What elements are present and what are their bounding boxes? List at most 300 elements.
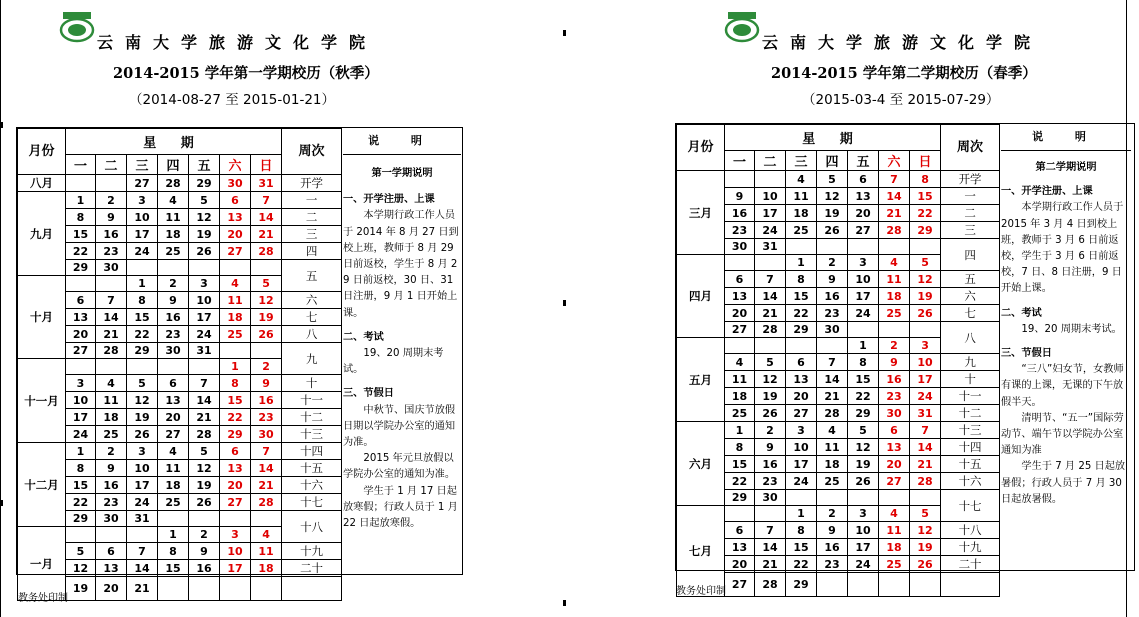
day-cell: 12 (817, 188, 848, 205)
week-number-cell: 十四 (941, 439, 1000, 456)
weekday-header: 一 (725, 151, 755, 171)
day-cell: 11 (96, 392, 127, 409)
empty-day-cell (66, 527, 96, 543)
day-cell: 9 (725, 188, 755, 205)
day-cell: 26 (848, 473, 879, 490)
day-cell: 30 (755, 490, 786, 506)
day-cell: 2 (96, 443, 127, 460)
day-cell: 12 (127, 392, 158, 409)
empty-day-cell (96, 276, 127, 292)
notes-header: 说 明 (368, 134, 436, 147)
day-cell: 18 (96, 409, 127, 426)
day-cell: 5 (910, 255, 941, 271)
notes-section-exams: 二、考试 (343, 331, 384, 343)
weekday-header: 日 (251, 155, 282, 175)
day-cell: 24 (786, 473, 817, 490)
day-cell: 3 (910, 338, 941, 354)
notes-registration-text: 本学期行政工作人员于 2015 年 3 月 4 日到校上班，教师于 3 月 6 日前返校，学生于 3 月 6 日前返校，7 日、8 日注册，9 日开始上课。 (1001, 202, 1124, 295)
week-number-cell: 十六 (941, 473, 1000, 490)
day-cell: 17 (755, 205, 786, 222)
day-cell: 1 (127, 276, 158, 292)
day-cell: 2 (189, 527, 220, 543)
week-number-column-header: 周次 (941, 125, 1000, 171)
day-cell: 14 (251, 209, 282, 226)
day-cell: 28 (755, 573, 786, 597)
day-cell: 9 (96, 209, 127, 226)
page-marker (0, 500, 3, 506)
week-number-cell: 十八 (282, 511, 342, 543)
day-cell: 19 (817, 205, 848, 222)
month-label: 十一月 (18, 359, 66, 443)
day-cell: 16 (817, 288, 848, 305)
date-range: （2014-08-27 至 2015-01-21） (129, 92, 335, 108)
notes-holidays-text-1: “三八”妇女节，女教师有课的上课，无课的下午放假半天。 (1001, 364, 1124, 408)
day-cell: 25 (725, 405, 755, 422)
week-number-cell: 十 (941, 371, 1000, 388)
day-cell: 10 (848, 522, 879, 539)
day-cell: 31 (189, 343, 220, 359)
day-cell: 23 (755, 473, 786, 490)
notes-holidays-text-3: 学生于 1 月 17 日起放寒假；行政人员于 1 月 22 日起放寒假。 (343, 485, 458, 530)
empty-day-cell (158, 359, 189, 375)
day-cell: 15 (910, 188, 941, 205)
day-cell: 22 (848, 388, 879, 405)
day-cell: 16 (158, 309, 189, 326)
calendar-week-row (18, 326, 342, 343)
calendar-week-row (677, 439, 1000, 456)
day-cell: 4 (158, 443, 189, 460)
calendar-week-row (677, 239, 1000, 255)
day-cell: 6 (848, 171, 879, 188)
day-cell: 31 (127, 511, 158, 527)
day-cell: 19 (848, 456, 879, 473)
calendar-week-row (677, 171, 1000, 188)
week-number-cell: 十七 (282, 494, 342, 511)
month-label: 七月 (677, 506, 725, 597)
weekday-header: 五 (848, 151, 879, 171)
day-cell: 6 (879, 422, 910, 439)
day-cell: 31 (251, 175, 282, 192)
empty-day-cell (189, 359, 220, 375)
calendar-week-row (18, 443, 342, 460)
month-label: 六月 (677, 422, 725, 506)
day-cell: 9 (251, 375, 282, 392)
day-cell: 16 (725, 205, 755, 222)
calendar-week-row (677, 322, 1000, 338)
day-cell: 4 (96, 375, 127, 392)
empty-day-cell (879, 490, 910, 506)
day-cell: 18 (879, 539, 910, 556)
day-cell: 27 (220, 243, 251, 260)
day-cell: 17 (848, 288, 879, 305)
empty-day-cell (755, 171, 786, 188)
week-number-cell: 二 (941, 205, 1000, 222)
day-cell: 22 (910, 205, 941, 222)
day-cell: 21 (251, 477, 282, 494)
day-cell: 12 (251, 292, 282, 309)
day-cell: 23 (158, 326, 189, 343)
day-cell: 26 (817, 222, 848, 239)
week-number-cell: 二十 (941, 556, 1000, 573)
day-cell: 18 (158, 226, 189, 243)
empty-day-cell (96, 359, 127, 375)
week-number-cell: 开学 (941, 171, 1000, 188)
university-name: 云南大学旅游文化学院 (97, 33, 378, 52)
day-cell: 3 (127, 192, 158, 209)
day-cell: 24 (127, 494, 158, 511)
notes-section-exams: 二、考试 (1001, 307, 1042, 319)
day-cell: 6 (220, 443, 251, 460)
day-cell: 9 (189, 543, 220, 560)
empty-day-cell (251, 343, 282, 359)
empty-day-cell (817, 338, 848, 354)
calendar-week-row (18, 375, 342, 392)
weekday-header: 三 (127, 155, 158, 175)
calendar-week-row (677, 288, 1000, 305)
day-cell: 14 (879, 188, 910, 205)
day-cell: 14 (189, 392, 220, 409)
calendar-week-row (18, 226, 342, 243)
day-cell: 17 (910, 371, 941, 388)
empty-day-cell (725, 171, 755, 188)
day-cell: 20 (725, 305, 755, 322)
notes-section-registration: 一、开学注册、上课 (343, 194, 435, 206)
calendar-week-row (18, 543, 342, 560)
empty-day-cell (66, 276, 96, 292)
day-cell: 29 (220, 426, 251, 443)
day-cell: 21 (755, 305, 786, 322)
empty-day-cell (879, 322, 910, 338)
day-cell: 13 (220, 209, 251, 226)
semester-title: 2014-2015 学年第二学期校历（春季） (771, 65, 1037, 82)
day-cell: 8 (725, 439, 755, 456)
empty-day-cell (848, 573, 879, 597)
day-cell: 7 (127, 543, 158, 560)
notes-section-holidays: 三、节假日 (1001, 348, 1052, 360)
day-cell: 7 (910, 422, 941, 439)
week-number-cell: 十三 (282, 426, 342, 443)
date-range: （2015-03-4 至 2015-07-29） (802, 92, 1000, 108)
day-cell: 25 (879, 556, 910, 573)
day-cell: 1 (220, 359, 251, 375)
notes-registration-text: 本学期行政工作人员于 2014 年 8 月 27 日到校上班，教师于 8 月 29 日前返校，学生于 8 月 29 日前返校，30 日、31 日注册，9 月 1 日开始上课。 (343, 210, 459, 319)
university-name: 云南大学旅游文化学院 (762, 33, 1043, 52)
empty-day-cell (879, 239, 910, 255)
empty-day-cell (220, 511, 251, 527)
calendar-week-row (18, 243, 342, 260)
day-cell: 8 (66, 209, 96, 226)
day-cell: 14 (96, 309, 127, 326)
empty-day-cell (189, 260, 220, 276)
calendar-week-row (18, 309, 342, 326)
day-cell: 21 (879, 205, 910, 222)
week-number-cell: 五 (941, 271, 1000, 288)
day-cell: 27 (848, 222, 879, 239)
weekday-header: 三 (786, 151, 817, 171)
day-cell: 18 (879, 288, 910, 305)
day-cell: 14 (755, 288, 786, 305)
notes-section-registration: 一、开学注册、上课 (1001, 186, 1093, 198)
day-cell: 20 (725, 556, 755, 573)
empty-day-cell (786, 239, 817, 255)
day-cell: 17 (220, 560, 251, 577)
empty-day-cell (251, 577, 282, 601)
day-cell: 9 (96, 460, 127, 477)
week-number-cell (941, 573, 1000, 597)
footer-printer: 教务处印制 (18, 593, 68, 604)
week-number-cell: 十三 (941, 422, 1000, 439)
day-cell: 3 (848, 255, 879, 271)
calendar-week-row (18, 175, 342, 192)
day-cell: 14 (755, 539, 786, 556)
week-number-cell: 三 (941, 222, 1000, 239)
day-cell: 27 (158, 426, 189, 443)
week-number-cell: 开学 (282, 175, 342, 192)
day-cell: 29 (189, 175, 220, 192)
day-cell: 5 (755, 354, 786, 371)
day-cell: 24 (127, 243, 158, 260)
empty-day-cell (725, 338, 755, 354)
day-cell: 29 (848, 405, 879, 422)
day-cell: 5 (66, 543, 96, 560)
calendar-week-row (677, 539, 1000, 556)
day-cell: 26 (910, 305, 941, 322)
week-number-cell: 一 (282, 192, 342, 209)
empty-day-cell (910, 239, 941, 255)
day-cell: 29 (786, 573, 817, 597)
day-cell: 22 (725, 473, 755, 490)
day-cell: 12 (189, 460, 220, 477)
day-cell: 23 (817, 305, 848, 322)
day-cell: 20 (220, 226, 251, 243)
day-cell: 29 (66, 260, 96, 276)
day-cell: 28 (158, 175, 189, 192)
day-cell: 20 (158, 409, 189, 426)
week-number-cell: 十四 (282, 443, 342, 460)
notes-holidays-text-2: 清明节、“五一”国际劳动节、端午节以学院办公室通知为准 (1001, 412, 1124, 457)
day-cell: 19 (127, 409, 158, 426)
day-cell: 22 (66, 243, 96, 260)
day-cell: 16 (96, 226, 127, 243)
day-cell: 15 (66, 477, 96, 494)
week-number-cell: 十二 (941, 405, 1000, 422)
day-cell: 1 (786, 255, 817, 271)
day-cell: 17 (848, 539, 879, 556)
day-cell: 30 (879, 405, 910, 422)
day-cell: 26 (189, 243, 220, 260)
day-cell: 20 (786, 388, 817, 405)
day-cell: 17 (189, 309, 220, 326)
day-cell: 25 (158, 494, 189, 511)
day-cell: 8 (786, 522, 817, 539)
day-cell: 28 (879, 222, 910, 239)
day-cell: 10 (189, 292, 220, 309)
page-marker (563, 30, 566, 36)
notes-header: 说 明 (1032, 130, 1100, 143)
day-cell: 4 (251, 527, 282, 543)
month-label: 十二月 (18, 443, 66, 527)
day-cell: 10 (755, 188, 786, 205)
day-cell: 10 (786, 439, 817, 456)
day-cell: 28 (189, 426, 220, 443)
calendar-week-row (677, 188, 1000, 205)
week-number-cell: 八 (941, 322, 1000, 354)
day-cell: 9 (158, 292, 189, 309)
weekday-header: 四 (817, 151, 848, 171)
empty-day-cell (158, 511, 189, 527)
empty-day-cell (251, 511, 282, 527)
day-cell: 24 (755, 222, 786, 239)
calendar-week-row (18, 426, 342, 443)
day-cell: 29 (786, 322, 817, 338)
day-cell: 10 (127, 460, 158, 477)
day-cell: 28 (817, 405, 848, 422)
empty-day-cell (220, 577, 251, 601)
day-cell: 31 (755, 239, 786, 255)
month-label: 四月 (677, 255, 725, 338)
week-number-cell: 二 (282, 209, 342, 226)
calendar-week-row (18, 477, 342, 494)
day-cell: 17 (127, 477, 158, 494)
day-cell: 6 (158, 375, 189, 392)
day-cell: 11 (251, 543, 282, 560)
day-cell: 26 (755, 405, 786, 422)
day-cell: 23 (879, 388, 910, 405)
notes-column (343, 128, 461, 532)
day-cell: 13 (879, 439, 910, 456)
calendar-week-row (18, 409, 342, 426)
page-marker (0, 122, 3, 128)
week-number-cell: 十九 (941, 539, 1000, 556)
calendar-week-row (677, 205, 1000, 222)
weekday-header: 六 (220, 155, 251, 175)
day-cell: 11 (220, 292, 251, 309)
day-cell: 23 (96, 494, 127, 511)
empty-day-cell (96, 527, 127, 543)
day-cell: 3 (848, 506, 879, 522)
day-cell: 5 (189, 192, 220, 209)
day-cell: 8 (786, 271, 817, 288)
day-cell: 16 (817, 539, 848, 556)
empty-day-cell (848, 490, 879, 506)
weekdays-header: 星 期 (725, 125, 941, 151)
day-cell: 4 (158, 192, 189, 209)
day-cell: 29 (725, 490, 755, 506)
day-cell: 14 (910, 439, 941, 456)
day-cell: 15 (786, 539, 817, 556)
day-cell: 5 (817, 171, 848, 188)
day-cell: 29 (127, 343, 158, 359)
semester-title: 2014-2015 学年第一学期校历（秋季） (113, 65, 379, 82)
day-cell: 24 (66, 426, 96, 443)
week-number-cell: 十一 (941, 388, 1000, 405)
day-cell: 3 (127, 443, 158, 460)
day-cell: 25 (96, 426, 127, 443)
calendar-week-row (18, 260, 342, 276)
empty-day-cell (910, 322, 941, 338)
day-cell: 2 (251, 359, 282, 375)
notes-title: 第二学期说明 (1035, 162, 1097, 173)
calendar-week-row (677, 305, 1000, 322)
week-number-cell: 十九 (282, 543, 342, 560)
day-cell: 5 (848, 422, 879, 439)
weekday-header: 日 (910, 151, 941, 171)
calendar-week-row (18, 494, 342, 511)
day-cell: 20 (96, 577, 127, 601)
calendar-week-row (677, 456, 1000, 473)
day-cell: 18 (220, 309, 251, 326)
calendar-table (16, 127, 463, 595)
day-cell: 18 (725, 388, 755, 405)
calendar-week-row (677, 490, 1000, 506)
notes-column (1001, 124, 1131, 508)
month-label: 三月 (677, 171, 725, 255)
week-number-cell: 七 (941, 305, 1000, 322)
empty-day-cell (158, 260, 189, 276)
empty-day-cell (725, 506, 755, 522)
day-cell: 4 (220, 276, 251, 292)
day-cell: 13 (220, 460, 251, 477)
day-cell: 27 (66, 343, 96, 359)
day-cell: 12 (755, 371, 786, 388)
weekday-header: 六 (879, 151, 910, 171)
empty-day-cell (755, 338, 786, 354)
day-cell: 13 (725, 288, 755, 305)
day-cell: 24 (910, 388, 941, 405)
empty-day-cell (755, 255, 786, 271)
day-cell: 2 (158, 276, 189, 292)
day-cell: 4 (879, 506, 910, 522)
day-cell: 25 (817, 473, 848, 490)
day-cell: 20 (220, 477, 251, 494)
day-cell: 10 (127, 209, 158, 226)
day-cell: 16 (879, 371, 910, 388)
weekday-header: 一 (66, 155, 96, 175)
day-cell: 21 (755, 556, 786, 573)
day-cell: 7 (251, 443, 282, 460)
day-cell: 10 (910, 354, 941, 371)
day-cell: 25 (879, 305, 910, 322)
day-cell: 12 (910, 271, 941, 288)
day-cell: 8 (220, 375, 251, 392)
week-number-cell: 二十 (282, 560, 342, 577)
weekday-header: 五 (189, 155, 220, 175)
calendar-week-row (18, 292, 342, 309)
footer-printer: 教务处印制 (676, 586, 726, 597)
day-cell: 17 (66, 409, 96, 426)
calendar-table (675, 123, 1135, 591)
day-cell: 1 (158, 527, 189, 543)
day-cell: 13 (848, 188, 879, 205)
calendar-week-row (677, 222, 1000, 239)
calendar-week-row (18, 192, 342, 209)
calendar-week-row (18, 343, 342, 359)
empty-day-cell (127, 359, 158, 375)
week-number-column-header: 周次 (282, 129, 342, 175)
day-cell: 8 (848, 354, 879, 371)
day-cell: 15 (66, 226, 96, 243)
week-number-cell: 三 (282, 226, 342, 243)
day-cell: 17 (127, 226, 158, 243)
day-cell: 4 (817, 422, 848, 439)
week-number-cell: 十七 (941, 490, 1000, 522)
week-number-cell: 十六 (282, 477, 342, 494)
month-label: 十月 (18, 276, 66, 359)
day-cell: 16 (96, 477, 127, 494)
day-cell: 9 (755, 439, 786, 456)
day-cell: 13 (66, 309, 96, 326)
day-cell: 13 (96, 560, 127, 577)
